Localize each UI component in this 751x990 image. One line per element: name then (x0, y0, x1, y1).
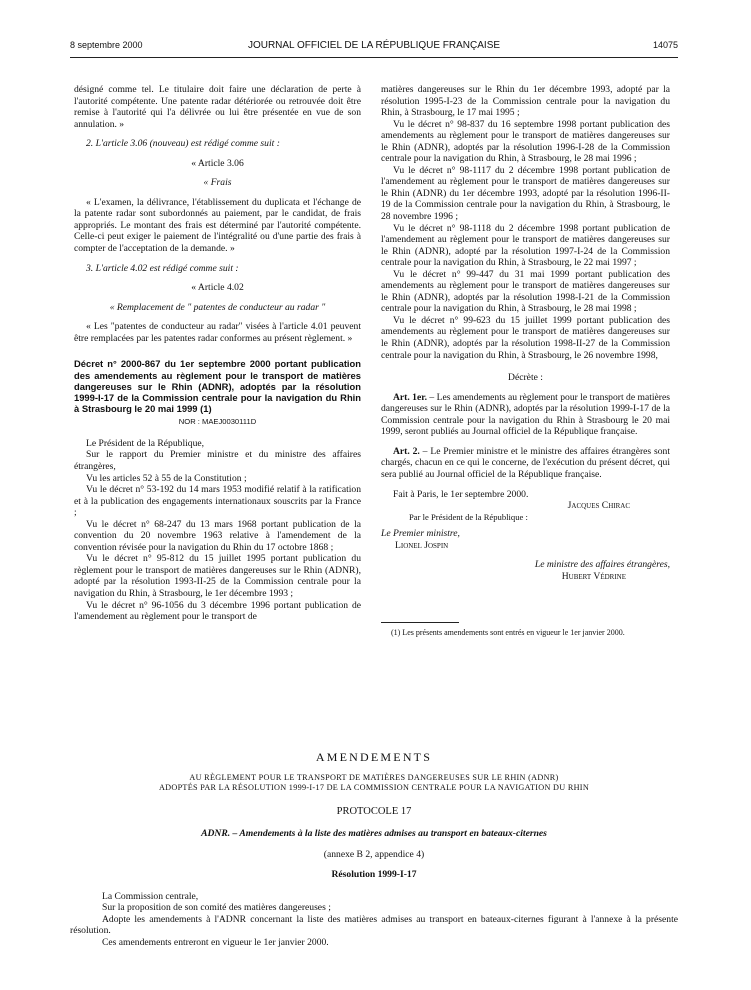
article-instruction: 3. L'article 4.02 est rédigé comme suit : (86, 262, 239, 274)
protocol-heading: PROTOCOLE 17 (336, 805, 412, 817)
visa: Vu le décret n° 68-247 du 13 mars 1968 portant publication de la convention du 20 novembre 1963 relative à l'amendement de la convention révisée pour la navigation du Rhin du 17 octobre 1868 ; (74, 518, 361, 553)
article-1-label: Art. 1er. (393, 391, 428, 403)
annex-reference: (annexe B 2, appendice 4) (323, 848, 425, 860)
visa: Vu le décret n° 96-1056 du 3 décembre 1996 portant publication de l'amendement au règlement pour le transport de (74, 599, 361, 623)
countersign-label: Par le Président de la République : (409, 511, 528, 522)
visa: Sur le rapport du Premier ministre et du ministre des affaires étrangères, (74, 449, 361, 472)
page-number: 14075 (652, 40, 678, 50)
visa: Vu le décret n° 98-1117 du 2 décembre 1998 portant publication de l'amendement au règlement pour le transport de matières dangereuses sur le Rhin (ADNR) du 1er décembre 1993, adopté par la résolution 1996-II-19 de la Commission centrale pour la navigation du Rhin, à Strasbourg, le 28 novembre 1996 ; (381, 164, 670, 223)
nor-reference: NOR : MAEJ0030111D (178, 417, 257, 427)
resolution-paragraph: La Commission centrale, (102, 890, 199, 902)
resolution-paragraph: Ces amendements entreront en vigueur le 1er janvier 2000. (102, 936, 329, 948)
amendments-section (70, 752, 678, 948)
article-1-text: – Les amendements au règlement pour le transport de matières dangereuses sur le Rhin (ADNR), adoptés par la résolution 1999-I-17 de la Commission centrale pour la navigation du Rhin à Strasbourg le 20 mai 1999, seront publiés au Journal officiel de la République française. (381, 391, 670, 438)
visa: Vu le décret n° 95-812 du 15 juillet 1995 portant publication du règlement pour le transport de matières dangereuses sur le Rhin (ADNR), adopté par la résolution 1993-II-25 de la Commission centrale pour la navigation du Rhin, à Strasbourg, le 1er décembre 1993 ; (74, 553, 361, 599)
decree-title: Décret n° 2000-867 du 1er septembre 2000 portant publication des amendements au règlement pour le transport de matières dangereuses sur le Rhin (ADNR), adoptés par la résolution 1999-I-17 de la Commission centrale pour la navigation du Rhin à Strasbourg le 20 mai 1999 (1) (74, 358, 361, 415)
prime-minister-title: Le Premier ministre, (381, 528, 460, 540)
article-heading: « Article 3.06 (191, 157, 244, 169)
visa: matières dangereuses sur le Rhin du 1er décembre 1993, adopté par la résolution 1995-I-23 de la Commission centrale pour la navigation du Rhin, à Strasbourg, le 17 mai 1995 ; (381, 84, 670, 119)
prime-minister-name: Lionel Jospin (395, 539, 449, 551)
left-column (74, 84, 361, 623)
article-2-text: – Le Premier ministre et le ministre des affaires étrangères sont chargés, chacun en ce qui le concerne, de l'exécution du présent décret, qui sera publié au Journal officiel de la République française. (381, 445, 670, 480)
amendments-subtitle: ADOPTÉS PAR LA RÉSOLUTION 1999-I-17 DE LA COMMISSION CENTRALE POUR LA NAVIGATION DU RHIN (158, 783, 590, 793)
header-rule (70, 57, 678, 58)
amendments-title: AMENDEMENTS (315, 750, 433, 764)
visa: Vu le décret n° 99-623 du 15 juillet 1999 portant publication des amendements au règlement pour le transport de matières dangereuses sur le Rhin (ADNR), adoptés par la résolution 1998-II-27 de la Commission centrale pour la navigation du Rhin, à Strasbourg, le 26 novembre 1998, (381, 314, 670, 361)
paragraph: désigné comme tel. Le titulaire doit faire une déclaration de perte à l'autorité compétente. Une patente radar détériorée ou retrouvée doit être remise à l'autorité qui l'a délivrée ou lui être présentée en vue de son annulation. » (74, 84, 361, 130)
header-date: 8 septembre 2000 (70, 40, 143, 50)
adnr-heading: ADNR. – Amendements à la liste des matières admises au transport en bateaux-citernes (201, 828, 547, 840)
resolution-paragraph: Adopte les amendements à l'ADNR concernant la liste des matières admises au transport en bateaux-citernes figurant à l'annexe à la présente résolution. (70, 913, 678, 937)
president-signature: Jacques Chirac (567, 500, 630, 512)
right-column (381, 84, 670, 638)
decrete-heading: Décrète : (508, 372, 543, 384)
article-instruction: 2. L'article 3.06 (nouveau) est rédigé comme suit : (86, 138, 280, 150)
article-heading: « Article 4.02 (191, 282, 244, 294)
article-2 (381, 446, 670, 481)
visa: Vu le décret n° 98-837 du 16 septembre 1998 portant publication des amendements au règlement pour le transport de matières dangereuses sur le Rhin (ADNR), adoptés par la résolution 1996-I-28 de la Commission centrale pour la navigation du Rhin, à Strasbourg, le 28 mai 1996 ; (381, 118, 670, 165)
resolution-paragraph: Sur la proposition de son comité des matières dangereuses ; (102, 902, 331, 914)
visa: Le Président de la République, (86, 437, 205, 449)
paragraph: « L'examen, la délivrance, l'établissement du duplicata et l'échange de la patente radar sont subordonnés au paiement, par le candidat, de frais appropriés. Le montant des frais est déterminé par l'autorité compétente. Celle-ci peut exiger le paiement de l'intégralité ou d'une partie des frais à compter de l'acceptation de la demande. » (74, 196, 361, 255)
paragraph: « Les "patentes de conducteur au radar" visées à l'article 4.01 peuvent être remplacées par les patentes radar conformes au présent règlement. » (74, 321, 361, 344)
footnote: (1) Les présents amendements sont entrés en vigueur le 1er janvier 2000. (391, 628, 625, 638)
running-header (70, 40, 678, 54)
article-subheading: « Remplacement de " patentes de conducteur au radar " (109, 301, 326, 313)
resolution-heading: Résolution 1999-I-17 (331, 869, 417, 881)
minister-title: Le ministre des affaires étrangères, (534, 559, 670, 571)
visa: Vu le décret n° 99-447 du 31 mai 1999 portant publication des amendements au règlement pour le transport de matières dangereuses sur le Rhin (ADNR), adoptés par la résolution 1998-I-21 de la Commission centrale pour la navigation du Rhin, à Strasbourg, le 28 mai 1998 ; (381, 268, 670, 315)
footnote-rule (381, 622, 459, 623)
article-1 (381, 392, 670, 438)
amendments-subtitle: AU RÈGLEMENT POUR LE TRANSPORT DE MATIÈRES DANGEREUSES SUR LE RHIN (ADNR) (189, 772, 559, 782)
visa: Vu le décret n° 98-1118 du 2 décembre 1998 portant publication de l'amendement au règlement pour le transport de matières dangereuses sur le Rhin (ADNR), adopté par la résolution 1997-I-24 de la Commission centrale pour la navigation du Rhin, à Strasbourg, le 22 mai 1997 ; (381, 222, 670, 269)
article-subheading: « Frais (203, 177, 232, 189)
article-2-label: Art. 2. (393, 445, 420, 457)
journal-title: JOURNAL OFFICIEL DE LA RÉPUBLIQUE FRANÇAISE (247, 40, 501, 51)
signature-place-date: Fait à Paris, le 1er septembre 2000. (393, 488, 529, 500)
visa: Vu les articles 52 à 55 de la Constitution ; (86, 472, 247, 484)
minister-name: Hubert Védrine (561, 570, 626, 582)
visa: Vu le décret n° 53-192 du 14 mars 1953 modifié relatif à la ratification et à la publication des engagements internationaux souscrits par la France ; (74, 484, 361, 519)
